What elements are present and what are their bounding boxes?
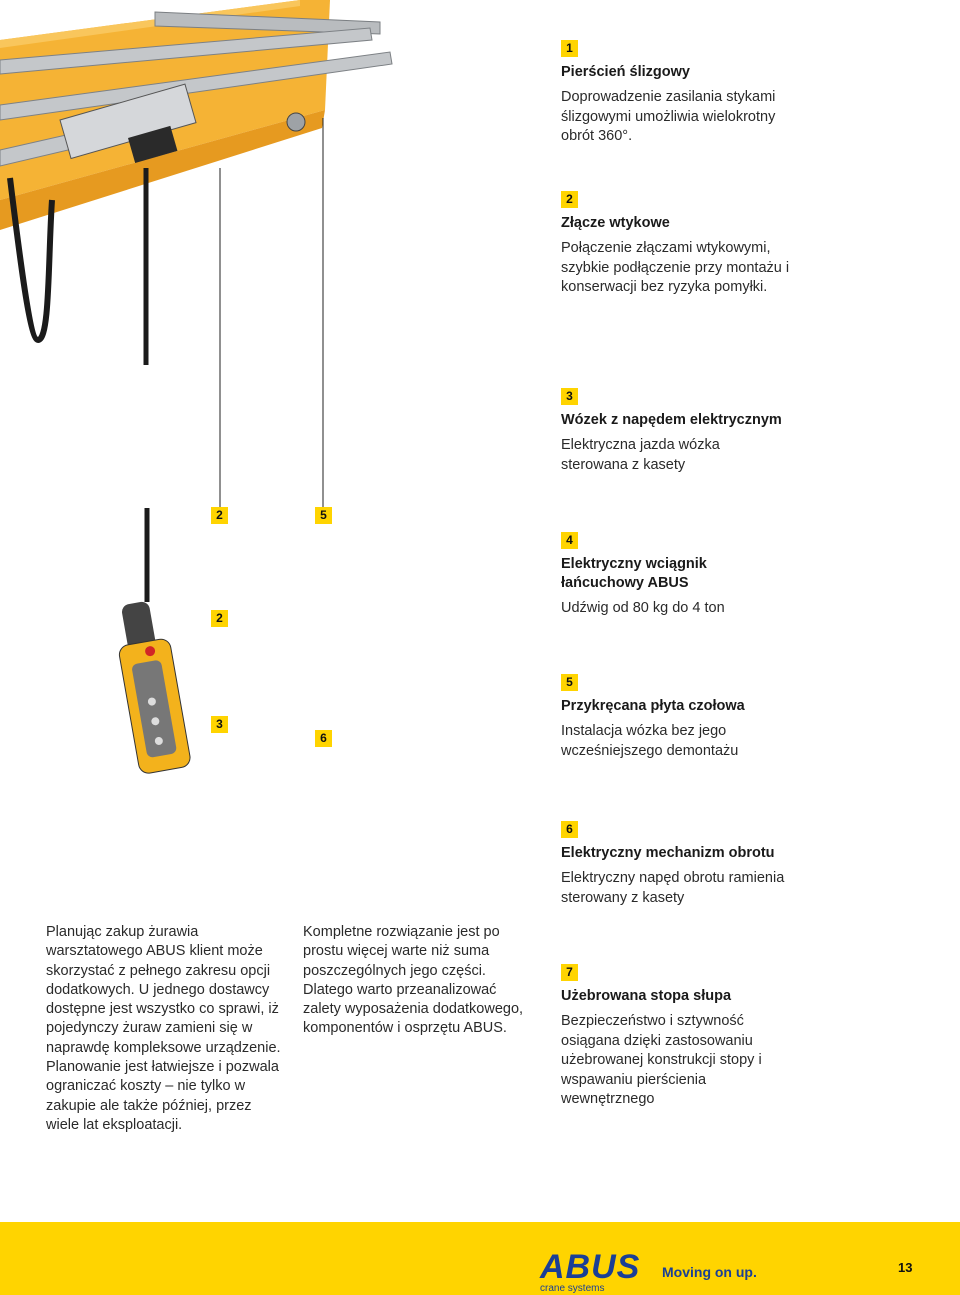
feature-5 xyxy=(561,674,821,761)
feature-4 xyxy=(561,532,821,619)
feature-title: Elektryczny mechanizm obrotu xyxy=(561,845,775,861)
feature-title: Złącze wtykowe xyxy=(561,215,670,231)
page-number: 13 xyxy=(898,1260,913,1275)
end-plate-bolt xyxy=(287,113,305,131)
pendant-control xyxy=(111,598,192,774)
feature-number: 1 xyxy=(561,40,578,57)
slogan: Moving on up. xyxy=(662,1264,757,1280)
intro-paragraph-left: Planując zakup żurawia warsztatowego ABUS klient może skorzystać z pełnego zakresu opcji dodatkowych. U jednego dostawcy dostępne jest wszystko co sprawi, iż pojedynczy żuraw zamieni się w naprawdę kompleksowe urządzenie. Planowanie jest łatwiejsze i pozwala ograniczać koszty – nie tylko w zakupie ale także później, przez wiele lat eksploatacji. xyxy=(46,924,281,1133)
feature-description: Połączenie złączami wtykowymi, szybkie podłączenie przy montażu i konserwacji bez ryzyka pomyłki. xyxy=(561,240,790,295)
feature-title: Elektryczny wciągnik łańcuchowy ABUS xyxy=(561,556,707,591)
feature-title: Pierścień ślizgowy xyxy=(561,64,690,80)
abus-logo xyxy=(540,1248,641,1294)
logo-subtitle: crane systems xyxy=(540,1283,605,1294)
intro-paragraph-middle: Kompletne rozwiązanie jest po prostu więcej warte niż suma poszczególnych jego części. Dlatego warto przeanalizować zalety wyposażenia dodatkowego, komponentów i osprzętu ABUS. xyxy=(303,924,524,1037)
feature-title: Użebrowana stopa słupa xyxy=(561,988,732,1004)
feature-number: 4 xyxy=(561,532,578,549)
feature-description: Elektryczny napęd obrotu ramienia sterowany z kasety xyxy=(561,870,785,906)
feature-description: Doprowadzenie zasilania stykami ślizgowymi umożliwia wielokrotny obrót 360°. xyxy=(561,89,776,144)
feature-7 xyxy=(561,964,821,1110)
feature-title: Przykręcana płyta czołowa xyxy=(561,698,745,714)
feature-3 xyxy=(561,388,821,475)
feature-1 xyxy=(561,40,821,147)
feature-number: 2 xyxy=(561,191,578,208)
callout-5: 5 xyxy=(315,507,332,524)
feature-number: 5 xyxy=(561,674,578,691)
logo-wordmark: ABUS xyxy=(540,1248,641,1286)
callout-2-top: 2 xyxy=(211,507,228,524)
feature-description: Bezpieczeństwo i sztywność osiągana dzięki zastosowaniu użebrowanej konstrukcji stopy i wspawaniu pierścienia wewnętrznego xyxy=(561,1013,762,1107)
feature-number: 7 xyxy=(561,964,578,981)
feature-description: Instalacja wózka bez jego wcześniejszego demontażu xyxy=(561,723,739,759)
feature-description: Elektryczna jazda wózka sterowana z kasety xyxy=(561,437,720,473)
footer-bar xyxy=(0,1222,960,1295)
callout-3: 3 xyxy=(211,716,228,733)
feature-number: 6 xyxy=(561,821,578,838)
callout-2: 2 xyxy=(211,610,228,627)
feature-number: 3 xyxy=(561,388,578,405)
feature-2 xyxy=(561,191,821,298)
feature-description: Udźwig od 80 kg do 4 ton xyxy=(561,600,725,616)
feature-6 xyxy=(561,821,821,908)
feature-title: Wózek z napędem elektrycznym xyxy=(561,412,782,428)
callout-6: 6 xyxy=(315,730,332,747)
